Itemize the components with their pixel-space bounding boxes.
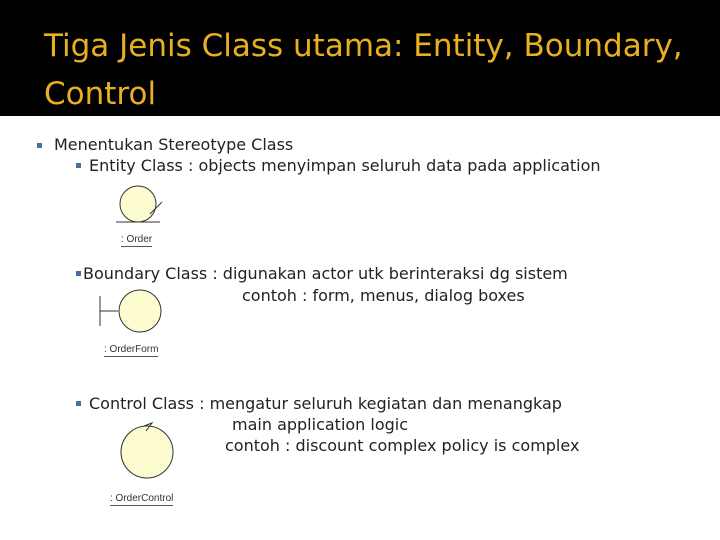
bullet-marker (37, 143, 42, 148)
title-bar (0, 0, 720, 116)
bullet-marker (76, 163, 81, 168)
control-example-text: contoh : discount complex policy is complex (225, 436, 580, 455)
bullet-marker (76, 271, 81, 276)
entity-caption: : Order (121, 234, 153, 245)
slide-title: Tiga Jenis Class utama: Entity, Boundary, Control (44, 28, 683, 112)
control-class-text: Control Class : mengatur seluruh kegiatan dan menangkap (89, 394, 562, 413)
control-logic-text: main application logic (232, 415, 409, 434)
entity-class-text: Entity Class : objects menyimpan seluruh data pada application (89, 156, 601, 175)
entity-class-icon (112, 186, 164, 228)
bullet-main-text: Menentukan Stereotype Class (54, 135, 294, 154)
boundary-class-icon (99, 290, 179, 334)
boundary-example-text: contoh : form, menus, dialog boxes (242, 286, 525, 305)
boundary-class-text: Boundary Class : digunakan actor utk berinteraksi dg sistem (83, 264, 568, 283)
bullet-marker (76, 401, 81, 406)
boundary-caption: : OrderForm (104, 344, 159, 355)
control-caption: : OrderControl (110, 493, 174, 504)
control-class-icon (114, 423, 180, 479)
